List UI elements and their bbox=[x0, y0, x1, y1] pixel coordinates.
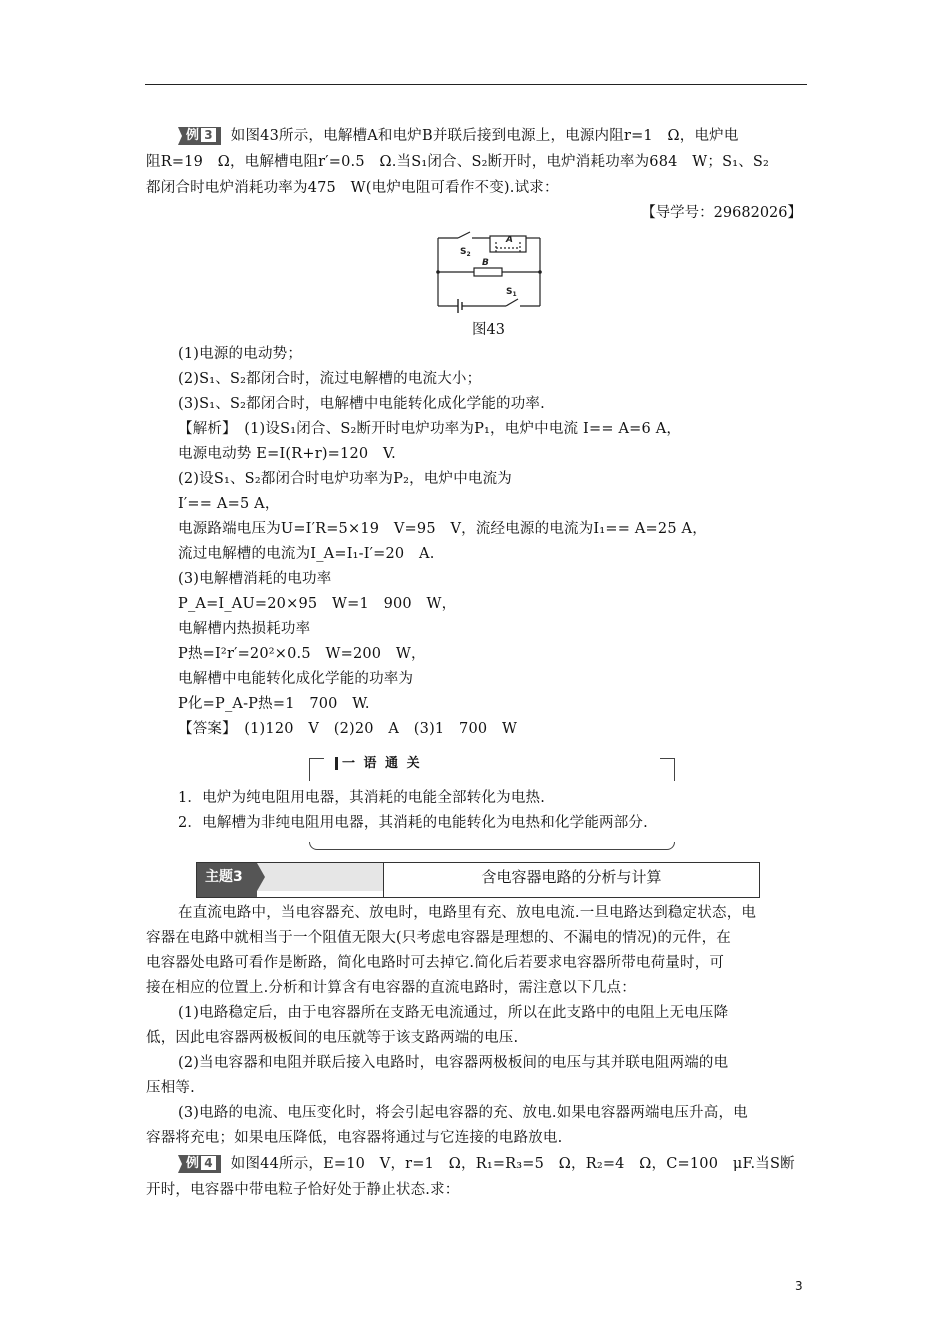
question-3: (3)S₁、S₂都闭合时，电解槽中电能转化成化学能的功率. bbox=[178, 396, 545, 412]
answer-line: 【答案】 (1)120 V (2)20 A (3)1 700 W bbox=[178, 721, 518, 737]
body-line: (2)当电容器和电阻并联后接入电路时，电容器两极板间的电压与其并联电阻两端的电 bbox=[178, 1055, 729, 1071]
topic-bar bbox=[196, 862, 760, 898]
label-a: A bbox=[506, 235, 513, 245]
solution-line: P_A=I_AU=20×95 W=1 900 W， bbox=[178, 596, 457, 612]
one-phrase-item: 2．电解槽为非纯电阻用电器，其消耗的电能转化为电热和化学能两部分. bbox=[178, 815, 648, 831]
body-line: 容器将充电；如果电压降低，电容器将通过与它连接的电路放电. bbox=[146, 1130, 563, 1146]
label-b: B bbox=[482, 258, 489, 268]
example4-line2: 开时，电容器中带电粒子恰好处于静止状态.求： bbox=[146, 1182, 460, 1198]
body-line: 电容器处电路可看作是断路，简化电路时可去掉它.简化后若要求电容器所带电荷量时，可 bbox=[146, 955, 725, 971]
example-tag: 例 3 bbox=[178, 127, 221, 145]
circuit-figure-43 bbox=[430, 228, 550, 314]
label-s2: $S_2$ bbox=[460, 247, 471, 258]
solution-line: 电解槽内热损耗功率 bbox=[178, 621, 311, 637]
example4-line1: 例 4 如图44所示，E=10 V，r=1 Ω，R₁=R₃=5 Ω，R₂=4 Ω，C=100 μF.当S断 bbox=[178, 1154, 795, 1174]
body-line: (1)电路稳定后，由于电容器所在支路无电流通过，所以在此支路中的电阻上无电压降 bbox=[178, 1005, 729, 1021]
body-line: 在直流电路中，当电容器充、放电时，电路里有充、放电电流.一旦电路达到稳定状态，电 bbox=[178, 905, 757, 921]
solution-line: 【解析】 (1)设S₁闭合、S₂断开时电炉功率为P₁，电炉中电流 I== A=6 A， bbox=[178, 421, 682, 437]
example-tag: 例 4 bbox=[178, 1155, 221, 1173]
body-line: 容器在电路中就相当于一个阻值无限大(只考虑电容器是理想的、不漏电的情况)的元件，在 bbox=[146, 930, 732, 946]
topic-label: 主题3 bbox=[197, 863, 257, 897]
solution-line: 电源路端电压为U=I′R=5×19 V=95 V，流经电源的电流为I₁== A=25 A， bbox=[178, 521, 707, 537]
page-number: 3 bbox=[795, 1279, 803, 1293]
body-line: 接在相应的位置上.分析和计算含有电容器的直流电路时，需注意以下几点： bbox=[146, 980, 636, 996]
example3-line1: 例 3 如图43所示，电解槽A和电炉B并联后接到电源上，电源内阻r=1 Ω，电炉电 bbox=[178, 126, 739, 146]
body-line: 压相等. bbox=[146, 1080, 195, 1096]
header-rule bbox=[145, 84, 807, 85]
question-1: (1)电源的电动势； bbox=[178, 346, 303, 362]
one-phrase-title: 一 语 通 关 bbox=[329, 752, 428, 771]
body-line: (3)电路的电流、电压变化时，将会引起电容器的充、放电.如果电容器两端电压升高，电 bbox=[178, 1105, 748, 1121]
solution-line: 电解槽中电能转化成化学能的功率为 bbox=[178, 671, 414, 687]
topic-title: 含电容器电路的分析与计算 bbox=[481, 868, 662, 886]
solution-line: (2)设S₁、S₂都闭合时电炉功率为P₂，电炉中电流为 bbox=[178, 471, 512, 487]
figure-caption: 图43 bbox=[472, 322, 505, 338]
solution-line: I′== A=5 A， bbox=[178, 496, 280, 512]
one-phrase-item: 1．电炉为纯电阻用电器，其消耗的电能全部转化为电热. bbox=[178, 790, 546, 806]
solution-line: P热=I²r′=20²×0.5 W=200 W， bbox=[178, 646, 426, 662]
guide-number: 【导学号：29682026】 bbox=[641, 205, 802, 221]
solution-line: (3)电解槽消耗的电功率 bbox=[178, 571, 332, 587]
question-2: (2)S₁、S₂都闭合时，流过电解槽的电流大小； bbox=[178, 371, 482, 387]
solution-line: 流过电解槽的电流为I_A=I₁-I′=20 A. bbox=[178, 546, 435, 562]
solution-line: P化=P_A-P热=1 700 W. bbox=[178, 696, 370, 712]
example3-line3: 都闭合时电炉消耗功率为475 W(电炉电阻可看作不变).试求： bbox=[146, 180, 559, 196]
label-s1: $S_1$ bbox=[506, 287, 517, 298]
body-line: 低，因此电容器两极板间的电压就等于该支路两端的电压. bbox=[146, 1030, 519, 1046]
example3-line2: 阻R=19 Ω，电解槽电阻r′=0.5 Ω.当S₁闭合、S₂断开时，电炉消耗功率为684 W；S₁、S₂ bbox=[146, 154, 770, 170]
solution-line: 电源电动势 E=I(R+r)=120 V. bbox=[178, 446, 396, 462]
